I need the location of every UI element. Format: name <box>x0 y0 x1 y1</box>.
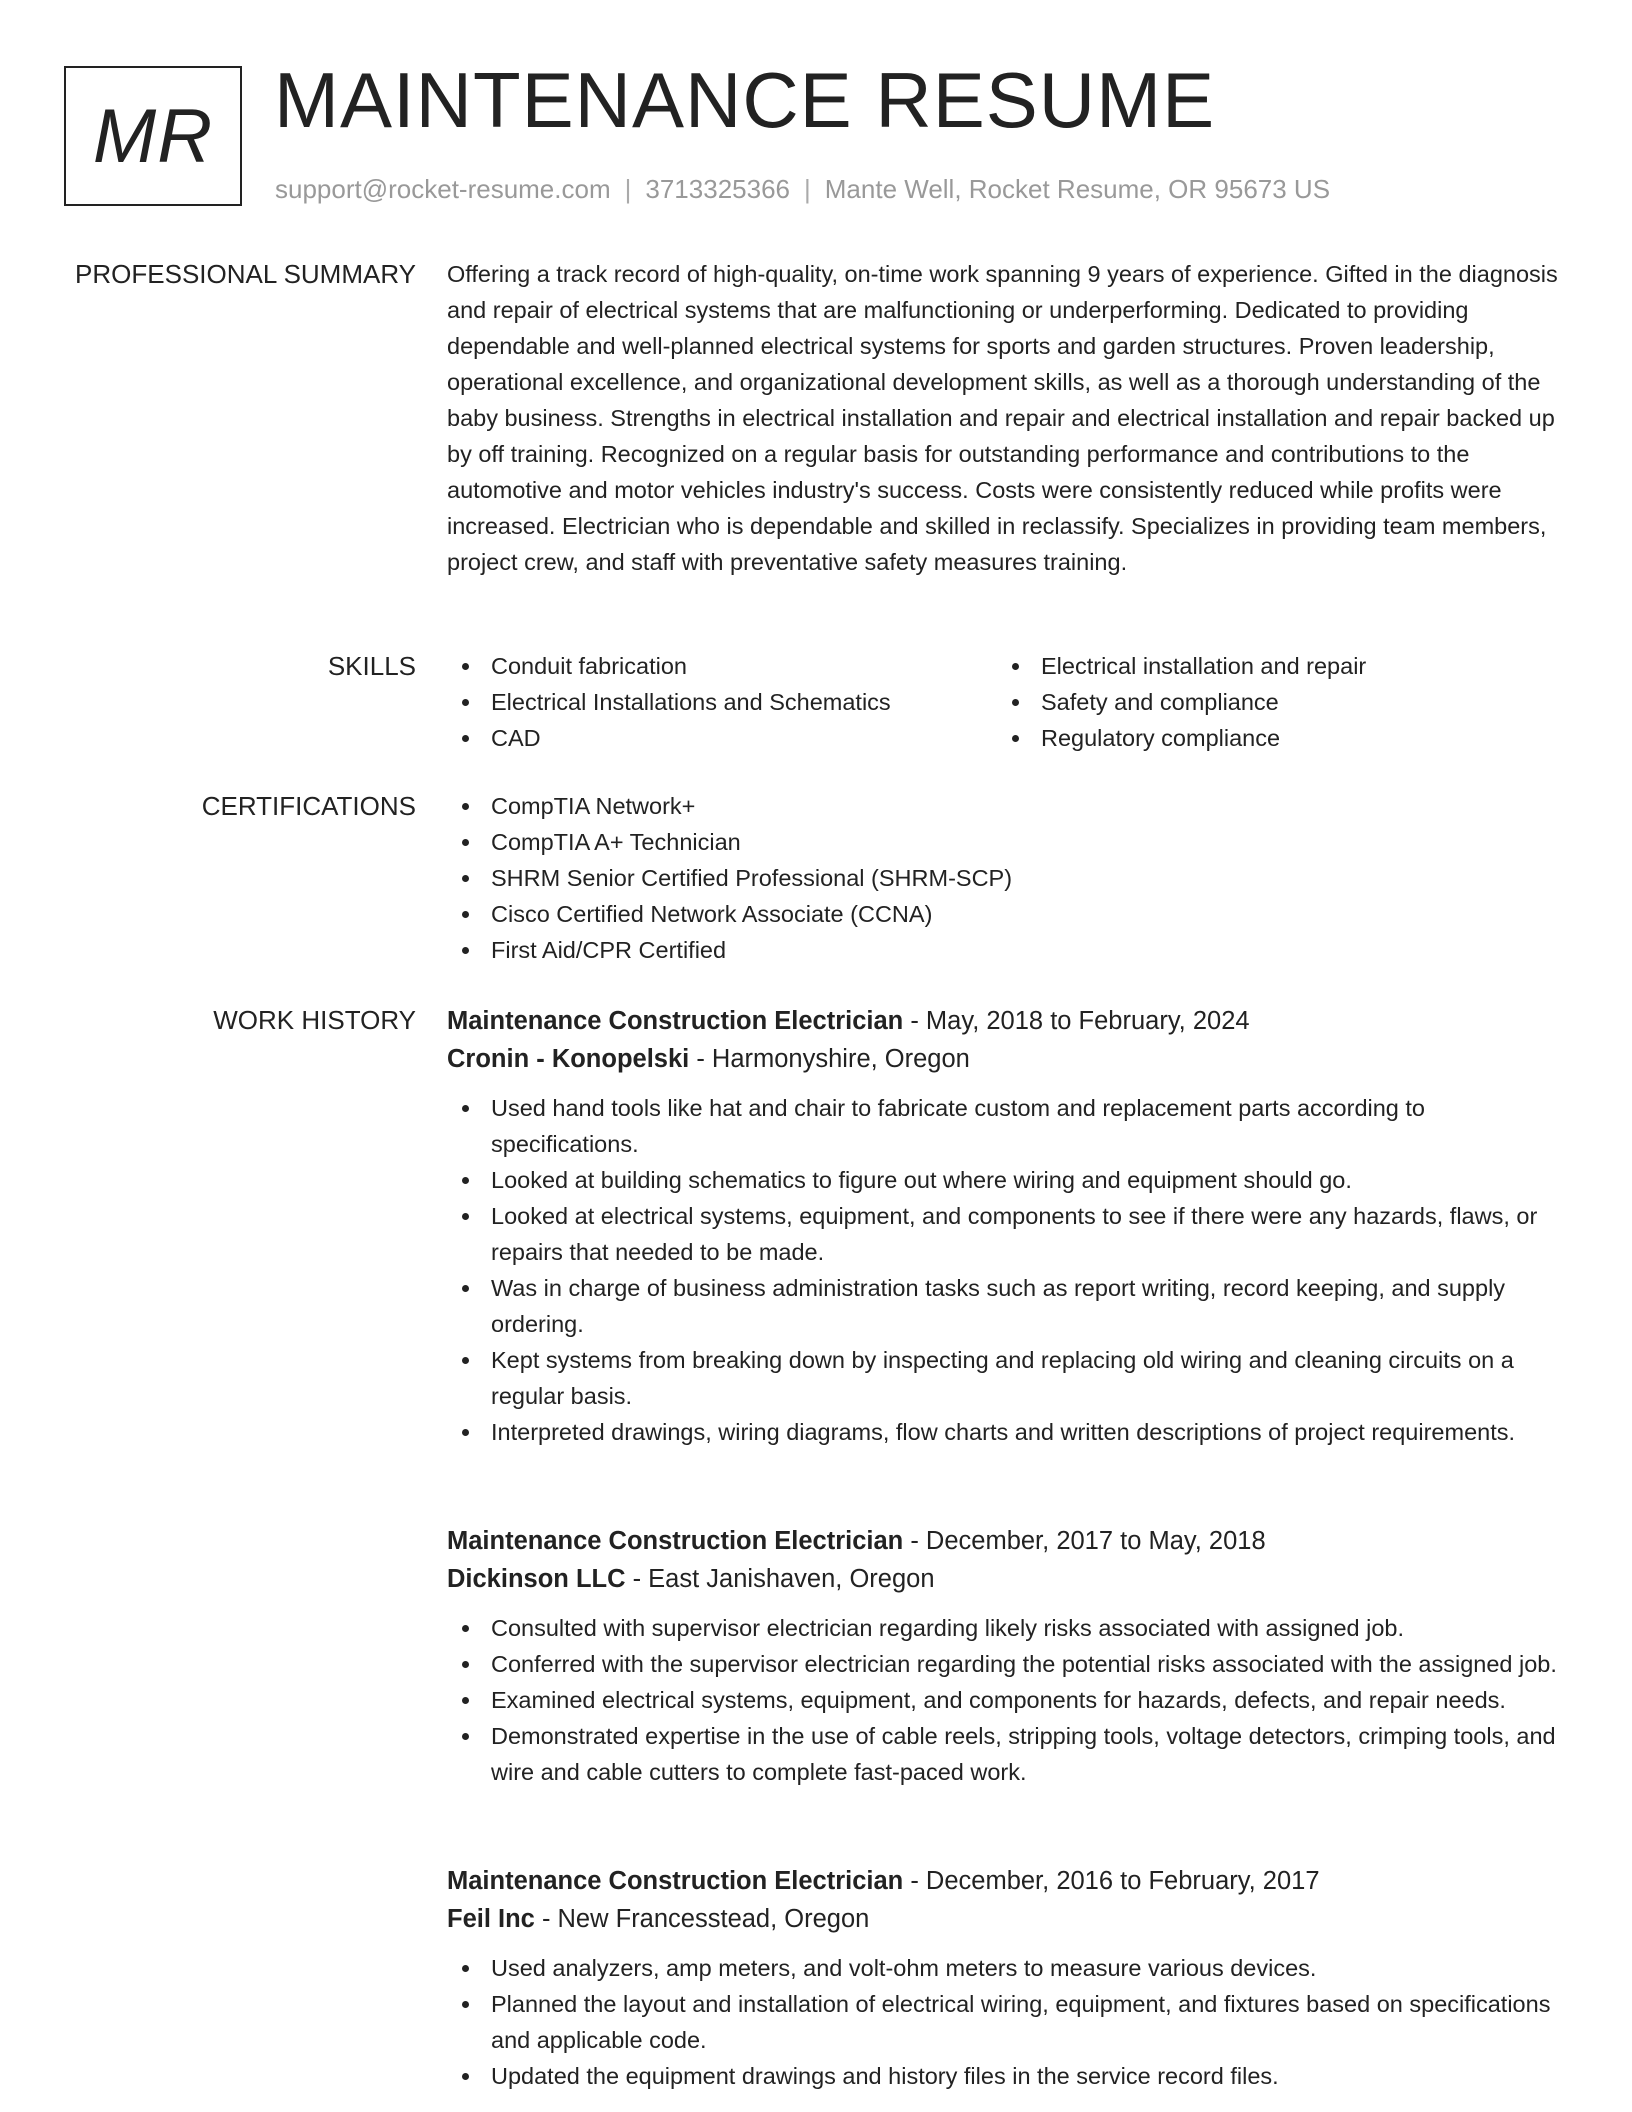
certification-item: CompTIA Network+ <box>447 788 1565 824</box>
job-duties <box>447 1950 1565 2094</box>
job-location: - New Francesstead, Oregon <box>534 1905 870 1933</box>
skill-item: Electrical Installations and Schematics <box>447 684 997 720</box>
certifications-list-wrap <box>447 788 1565 968</box>
certification-item: CompTIA A+ Technician <box>447 824 1565 860</box>
section-label-skills: SKILLS <box>327 651 416 681</box>
job-duty: Was in charge of business administration tasks such as report writing, record keeping, and supply ordering. <box>447 1270 1565 1342</box>
job-location: - Harmonyshire, Oregon <box>689 1045 970 1073</box>
resume-title: MAINTENANCE RESUME <box>274 56 1216 144</box>
job-dates: - December, 2017 to May, 2018 <box>903 1527 1266 1555</box>
contact-separator: | <box>804 174 811 204</box>
job-title: Maintenance Construction Electrician <box>447 1007 904 1035</box>
job-heading <box>447 1862 1565 1900</box>
job-location: - East Janishaven, Oregon <box>625 1565 935 1593</box>
job-heading <box>447 1002 1565 1040</box>
job-employer <box>447 1040 1565 1078</box>
job-duty: Kept systems from breaking down by inspecting and replacing old wiring and cleaning circuits on a regular basis. <box>447 1342 1565 1414</box>
job-duty: Looked at electrical systems, equipment, and components to see if there were any hazards, flaws, or repairs that needed to be made. <box>447 1198 1565 1270</box>
monogram-text: MR <box>92 93 214 179</box>
certification-item: SHRM Senior Certified Professional (SHRM-SCP) <box>447 860 1565 896</box>
job-entry <box>447 1862 1565 2094</box>
job-duty: Looked at building schematics to figure out where wiring and equipment should go. <box>447 1162 1565 1198</box>
job-duty: Conferred with the supervisor electrician regarding the potential risks associated with the assigned job. <box>447 1646 1565 1682</box>
job-dates: - December, 2016 to February, 2017 <box>903 1867 1320 1895</box>
job-duty: Demonstrated expertise in the use of cable reels, stripping tools, voltage detectors, crimping tools, and wire and cable cutters to complete fast-paced work. <box>447 1718 1565 1790</box>
job-duty: Used analyzers, amp meters, and volt-ohm meters to measure various devices. <box>447 1950 1565 1986</box>
section-label-work-history: WORK HISTORY <box>213 1005 416 1035</box>
job-duties <box>447 1610 1565 1790</box>
certification-item: Cisco Certified Network Associate (CCNA) <box>447 896 1565 932</box>
job-company: Dickinson LLC <box>447 1565 626 1593</box>
summary-text: Offering a track record of high-quality, on-time work spanning 9 years of experience. Gifted in the diagnosis and repair of electrical systems that are malfunctioning or underperforming. Dedicated to providing dependable and well-planned electrical systems for sports and garden structures. Proven leadership, operational excellence, and organizational development skills, as well as a thorough understanding of the baby business. Strengths in electrical installation and repair and electrical installation and repair backed up by off training. Recognized on a regular basis for outstanding performance and contributions to the automotive and motor vehicles industry's success. Costs were consistently reduced while profits were increased. Electrician who is dependable and skilled in reclassify. Specializes in providing team members, project crew, and staff with preventative safety measures training. <box>447 261 1558 575</box>
skill-item: Safety and compliance <box>997 684 1547 720</box>
job-heading <box>447 1522 1565 1560</box>
certifications-list <box>447 788 1565 968</box>
job-title: Maintenance Construction Electrician <box>447 1867 904 1895</box>
skill-item: Conduit fabrication <box>447 648 997 684</box>
skill-item: Electrical installation and repair <box>997 648 1547 684</box>
contact-separator: | <box>624 174 632 204</box>
skills-column-left <box>447 648 997 756</box>
contact-line <box>275 174 1330 205</box>
section-label-summary: PROFESSIONAL SUMMARY <box>75 259 416 289</box>
job-company: Feil Inc <box>447 1905 535 1933</box>
skills-grid <box>447 648 1565 756</box>
job-duty: Updated the equipment drawings and history files in the service record files. <box>447 2058 1565 2094</box>
job-dates: - May, 2018 to February, 2024 <box>903 1007 1250 1035</box>
job-duty: Interpreted drawings, wiring diagrams, flow charts and written descriptions of project requirements. <box>447 1414 1565 1450</box>
job-duties <box>447 1090 1565 1450</box>
job-duty: Examined electrical systems, equipment, and components for hazards, defects, and repair needs. <box>447 1682 1565 1718</box>
skill-item: CAD <box>447 720 997 756</box>
job-duty: Planned the layout and installation of electrical wiring, equipment, and fixtures based on specifications and applicable code. <box>447 1986 1565 2058</box>
job-entry <box>447 1522 1565 1790</box>
contact-phone: 3713325366 <box>645 174 790 204</box>
skills-column-right <box>997 648 1547 756</box>
job-employer <box>447 1900 1565 1938</box>
skill-item: Regulatory compliance <box>997 720 1547 756</box>
monogram-badge <box>64 66 242 206</box>
job-duty: Used hand tools like hat and chair to fabricate custom and replacement parts according to specifications. <box>447 1090 1565 1162</box>
job-employer <box>447 1560 1565 1598</box>
job-entry <box>447 1002 1565 1450</box>
job-duty: Consulted with supervisor electrician regarding likely risks associated with assigned job. <box>447 1610 1565 1646</box>
certification-item: First Aid/CPR Certified <box>447 932 1565 968</box>
contact-email: support@rocket-resume.com <box>275 174 611 204</box>
section-label-certifications: CERTIFICATIONS <box>201 791 416 821</box>
job-title: Maintenance Construction Electrician <box>447 1527 904 1555</box>
contact-address: Mante Well, Rocket Resume, OR 95673 US <box>824 174 1331 204</box>
job-company: Cronin - Konopelski <box>447 1045 690 1073</box>
